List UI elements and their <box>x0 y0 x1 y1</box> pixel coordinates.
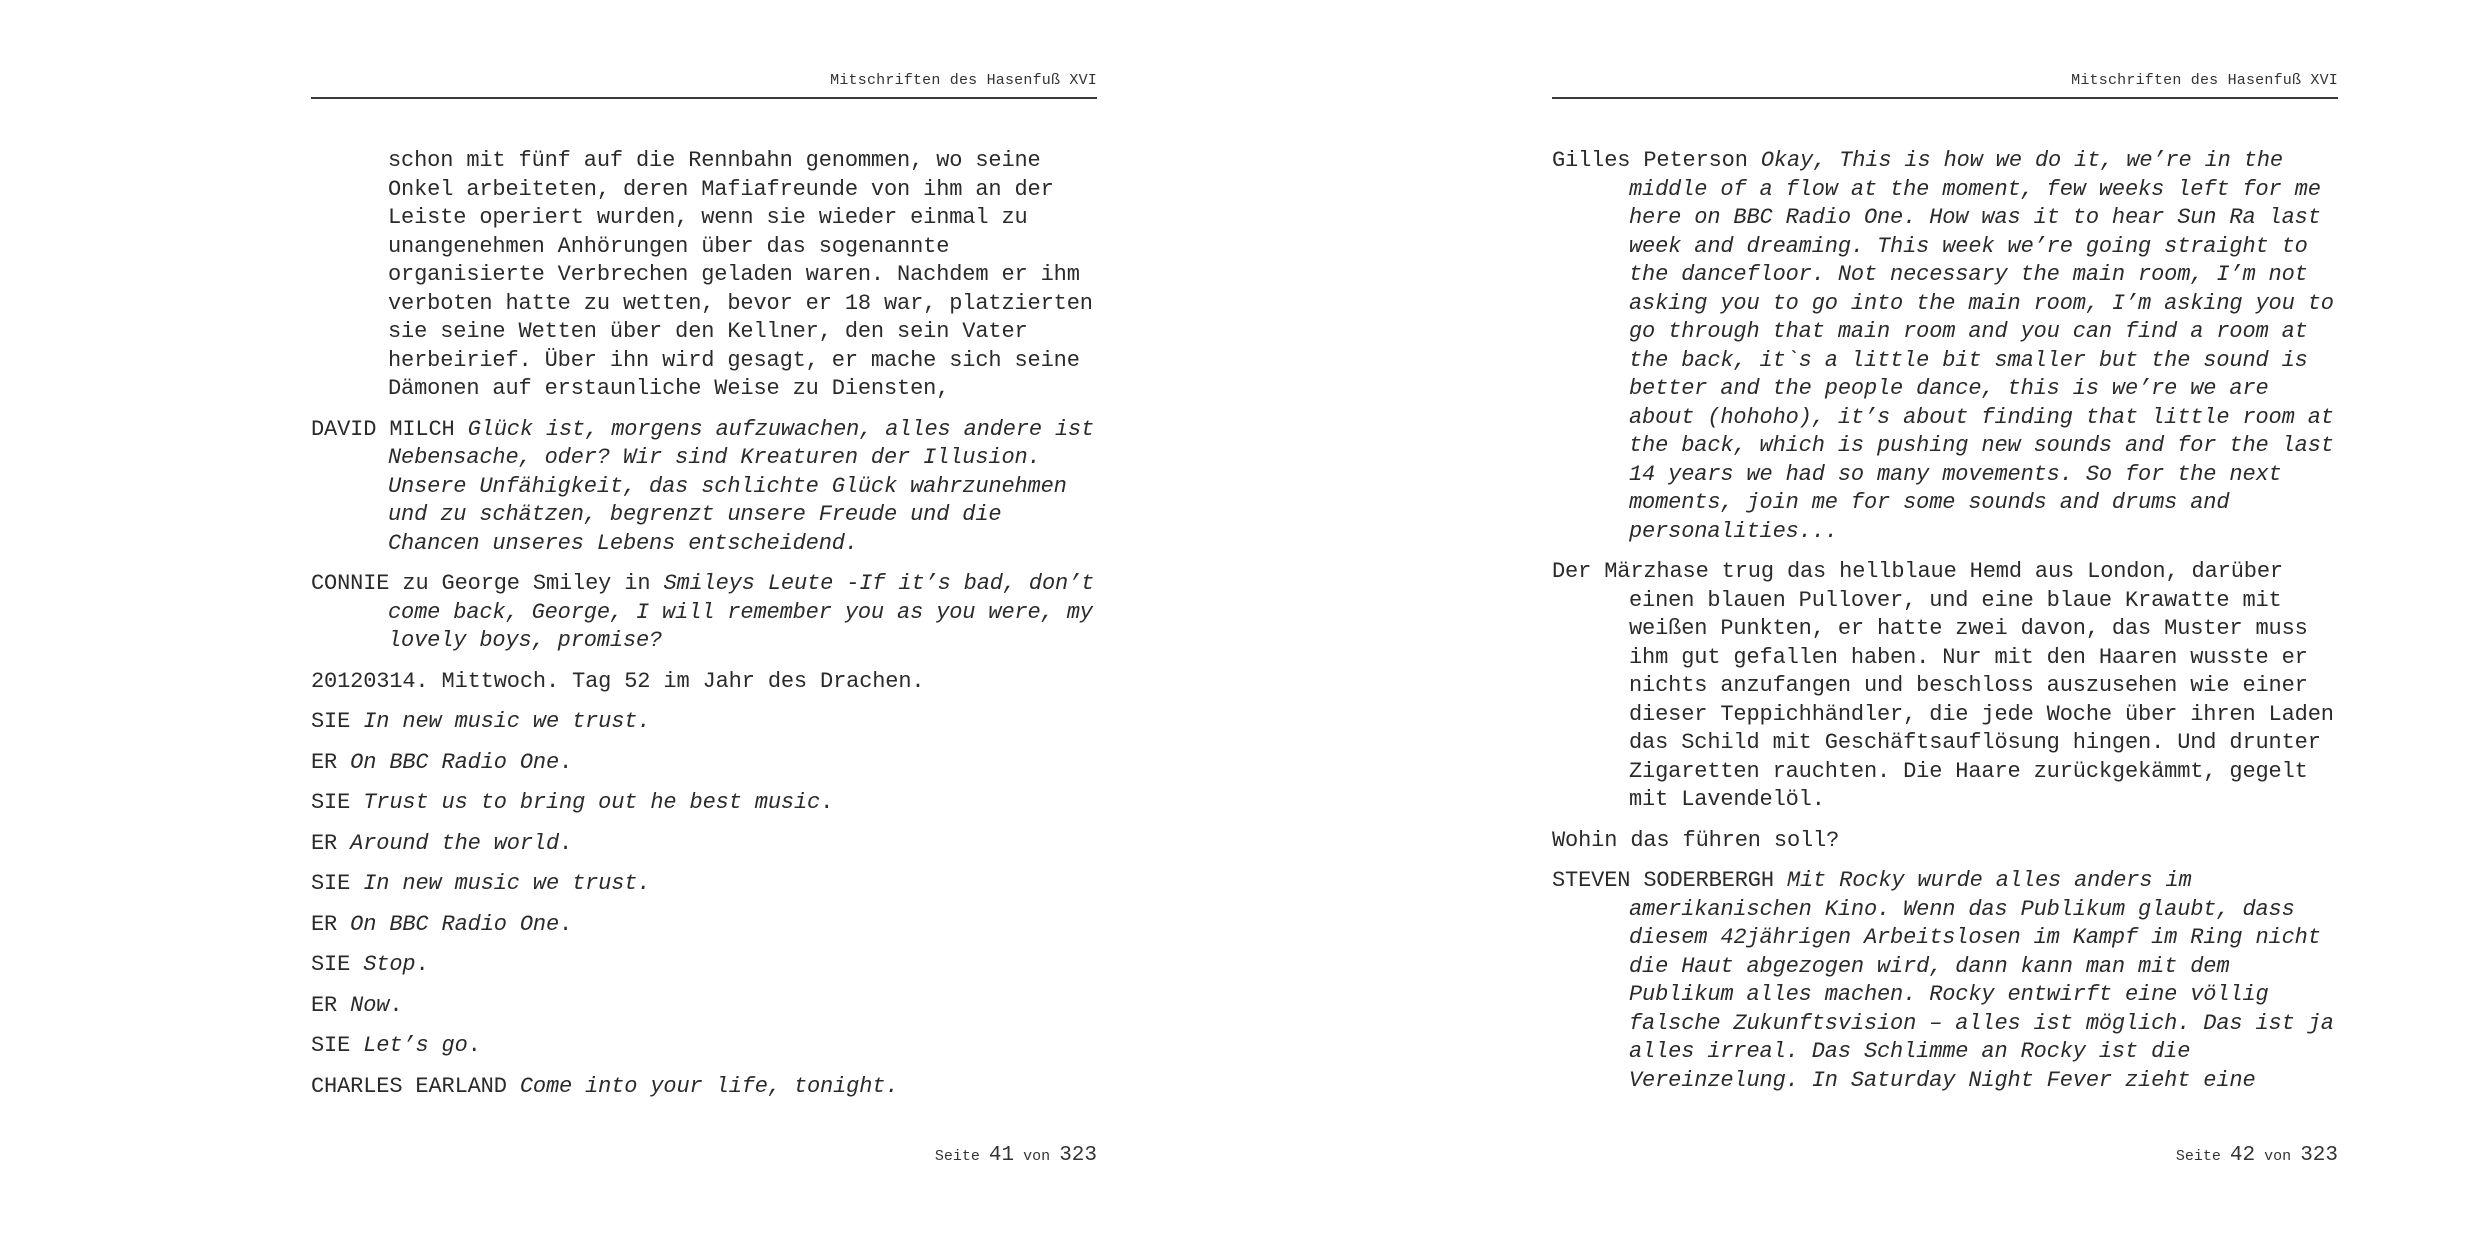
page-number-footer <box>935 1144 1097 1167</box>
dialogue-line <box>1552 147 2338 546</box>
quote-tail: . <box>415 952 429 977</box>
dialogue-line <box>311 708 1097 737</box>
running-head: Mitschriften des Hasenfuß XVI <box>830 72 1097 89</box>
quote-text: In new music we trust. <box>363 709 651 734</box>
dialogue-line <box>311 911 1097 940</box>
page-number: 41 <box>988 1144 1015 1167</box>
dialogue-line <box>311 830 1097 859</box>
paragraph-text: Wohin das führen soll? <box>1552 827 1840 853</box>
running-head: Mitschriften des Hasenfuß XVI <box>2071 72 2338 89</box>
speaker-name: SIE <box>311 871 351 896</box>
quote-text: On BBC Radio One <box>350 749 560 775</box>
speaker-name: ER <box>311 749 338 775</box>
speaker-name: SIE <box>311 790 351 815</box>
speaker-name: ER <box>311 911 338 937</box>
quote-text: Okay, This is how we do it, we’re in the middle of a flow at the moment, few weeks left for me here on BBC Radio One. How was it to hear Sun Ra last week and dreaming. This week we’re going straight to the dancefloor. Not necessary the main room, I’m not asking you to go into the main room, I’m asking you to go through that main room and you can find a room at the back, it`s a little bit smaller but the sound is better and the people dance, this is we’re we are about (hohoho), it’s about finding that little room at the back, which is pushing new sounds and for the last 14 years we had so many movements. So for the next moments, join me for some sounds and drums and personalities... <box>1629 148 2334 544</box>
paragraph <box>1552 558 2338 815</box>
dialogue-line <box>311 951 1097 980</box>
quote-text: Trust us to bring out he best music <box>363 790 821 815</box>
quote-text: Stop <box>363 952 416 977</box>
speaker-name: SIE <box>311 709 351 734</box>
quote-text: Now <box>350 992 390 1018</box>
quote-tail: . <box>389 992 403 1018</box>
speaker-name: DAVID MILCH <box>311 416 455 442</box>
dialogue-line <box>1552 867 2338 1095</box>
dialogue-line <box>311 1032 1097 1061</box>
left-page-body <box>311 147 1097 1113</box>
quote-text: Let’s go <box>363 1033 468 1058</box>
speaker-name: SIE <box>311 952 351 977</box>
page-number-footer <box>2176 1144 2338 1167</box>
speaker-name: CONNIE <box>311 571 390 596</box>
dialogue-line <box>311 870 1097 899</box>
folio-label: Seite <box>2175 1148 2221 1165</box>
paragraph <box>311 147 1097 404</box>
speaker-name: ER <box>311 830 338 856</box>
date-text: 20120314. Mittwoch. Tag 52 im Jahr des Drachen. <box>311 668 925 694</box>
right-page <box>1552 0 2338 1240</box>
left-page <box>311 0 1097 1240</box>
date-line <box>311 668 1097 697</box>
speaker-name: Gilles Peterson <box>1552 148 1748 173</box>
quote-tail: . <box>559 911 573 937</box>
quote-text: Mit Rocky wurde alles anders im amerikanischen Kino. Wenn das Publikum glaubt, dass diesem 42jährigen Arbeitslosen im Kampf im Ring nicht die Haut abgezogen wird, dann kann man mit dem Publikum alles machen. Rocky entwirft eine völlig falsche Zukunftsvision – alles ist möglich. Das ist ja alles irreal. Das Schlimme an Rocky ist die Vereinzelung. In Saturday Night Fever zieht eine <box>1629 868 2334 1093</box>
quote-text: Glück ist, morgens aufzuwachen, alles andere ist Nebensache, oder? Wir sind Kreaturen der Illusion. Unsere Unfähigkeit, das schlichte Glück wahrzunehmen und zu schätzen, begrenzt unsere Freude und die Chancen unseres Lebens entscheidend. <box>388 416 1095 556</box>
total-pages: 323 <box>2300 1144 2338 1167</box>
header-rule <box>311 97 1097 99</box>
context-text: zu George Smiley in <box>402 571 651 596</box>
quote-text: Come into your life, tonight. <box>519 1073 899 1099</box>
quote-text: -If it’s bad, don’t come back, George, I will remember you as you were, my lovely boys, promise? <box>388 571 1095 653</box>
folio-separator: von <box>2264 1148 2292 1165</box>
paragraph-text: schon mit fünf auf die Rennbahn genommen, wo seine Onkel arbeiteten, deren Mafiafreunde von ihm an der Leiste operiert wurden, wenn sie wieder einmal zu unangenehmen Anhörungen über das sogenannte organisierte Verbrechen geladen waren. Nachdem er ihm verboten hatte zu wetten, bevor er 18 war, platzierten sie seine Wetten über den Kellner, den sein Vater herbeirief. Über ihn wird gesagt, er mache sich seine Dämonen auf erstaunliche Weise zu Diensten, <box>388 148 1093 401</box>
quote-tail: . <box>467 1033 481 1058</box>
dialogue-line <box>311 416 1097 559</box>
quote-text: On BBC Radio One <box>350 911 560 937</box>
speaker-name: CHARLES EARLAND <box>311 1073 507 1099</box>
dialogue-line <box>311 789 1097 818</box>
work-title: Smileys Leute <box>663 571 834 596</box>
dialogue-line <box>311 570 1097 656</box>
dialogue-line <box>311 1073 1097 1102</box>
folio-separator: von <box>1023 1148 1051 1165</box>
speaker-name: ER <box>311 992 338 1018</box>
page-number: 42 <box>2229 1144 2256 1167</box>
right-page-body <box>1552 147 2338 1107</box>
quote-tail: . <box>820 790 834 815</box>
quote-tail: . <box>559 830 573 856</box>
speaker-name: SIE <box>311 1033 351 1058</box>
dialogue-line <box>311 992 1097 1021</box>
quote-text: Around the world <box>350 830 560 856</box>
speaker-name: STEVEN SODERBERGH <box>1552 868 1774 893</box>
paragraph <box>1552 827 2338 856</box>
header-rule <box>1552 97 2338 99</box>
folio-label: Seite <box>934 1148 980 1165</box>
dialogue-line <box>311 749 1097 778</box>
quote-tail: . <box>559 749 573 775</box>
quote-text: In new music we trust. <box>363 871 651 896</box>
paragraph-text: Der Märzhase trug das hellblaue Hemd aus London, darüber einen blauen Pullover, und eine blaue Krawatte mit weißen Punkten, er hatte zwei davon, das Muster muss ihm gut gefallen haben. Nur mit den Haaren wusste er nichts anzufangen und beschloss auszusehen wie einer dieser Teppichhändler, die jede Woche über ihren Laden das Schild mit Geschäftsauflösung hingen. Und drunter Zigaretten rauchten. Die Haare zurückgekämmt, gegelt mit Lavendelöl. <box>1552 559 2334 812</box>
total-pages: 323 <box>1059 1144 1097 1167</box>
